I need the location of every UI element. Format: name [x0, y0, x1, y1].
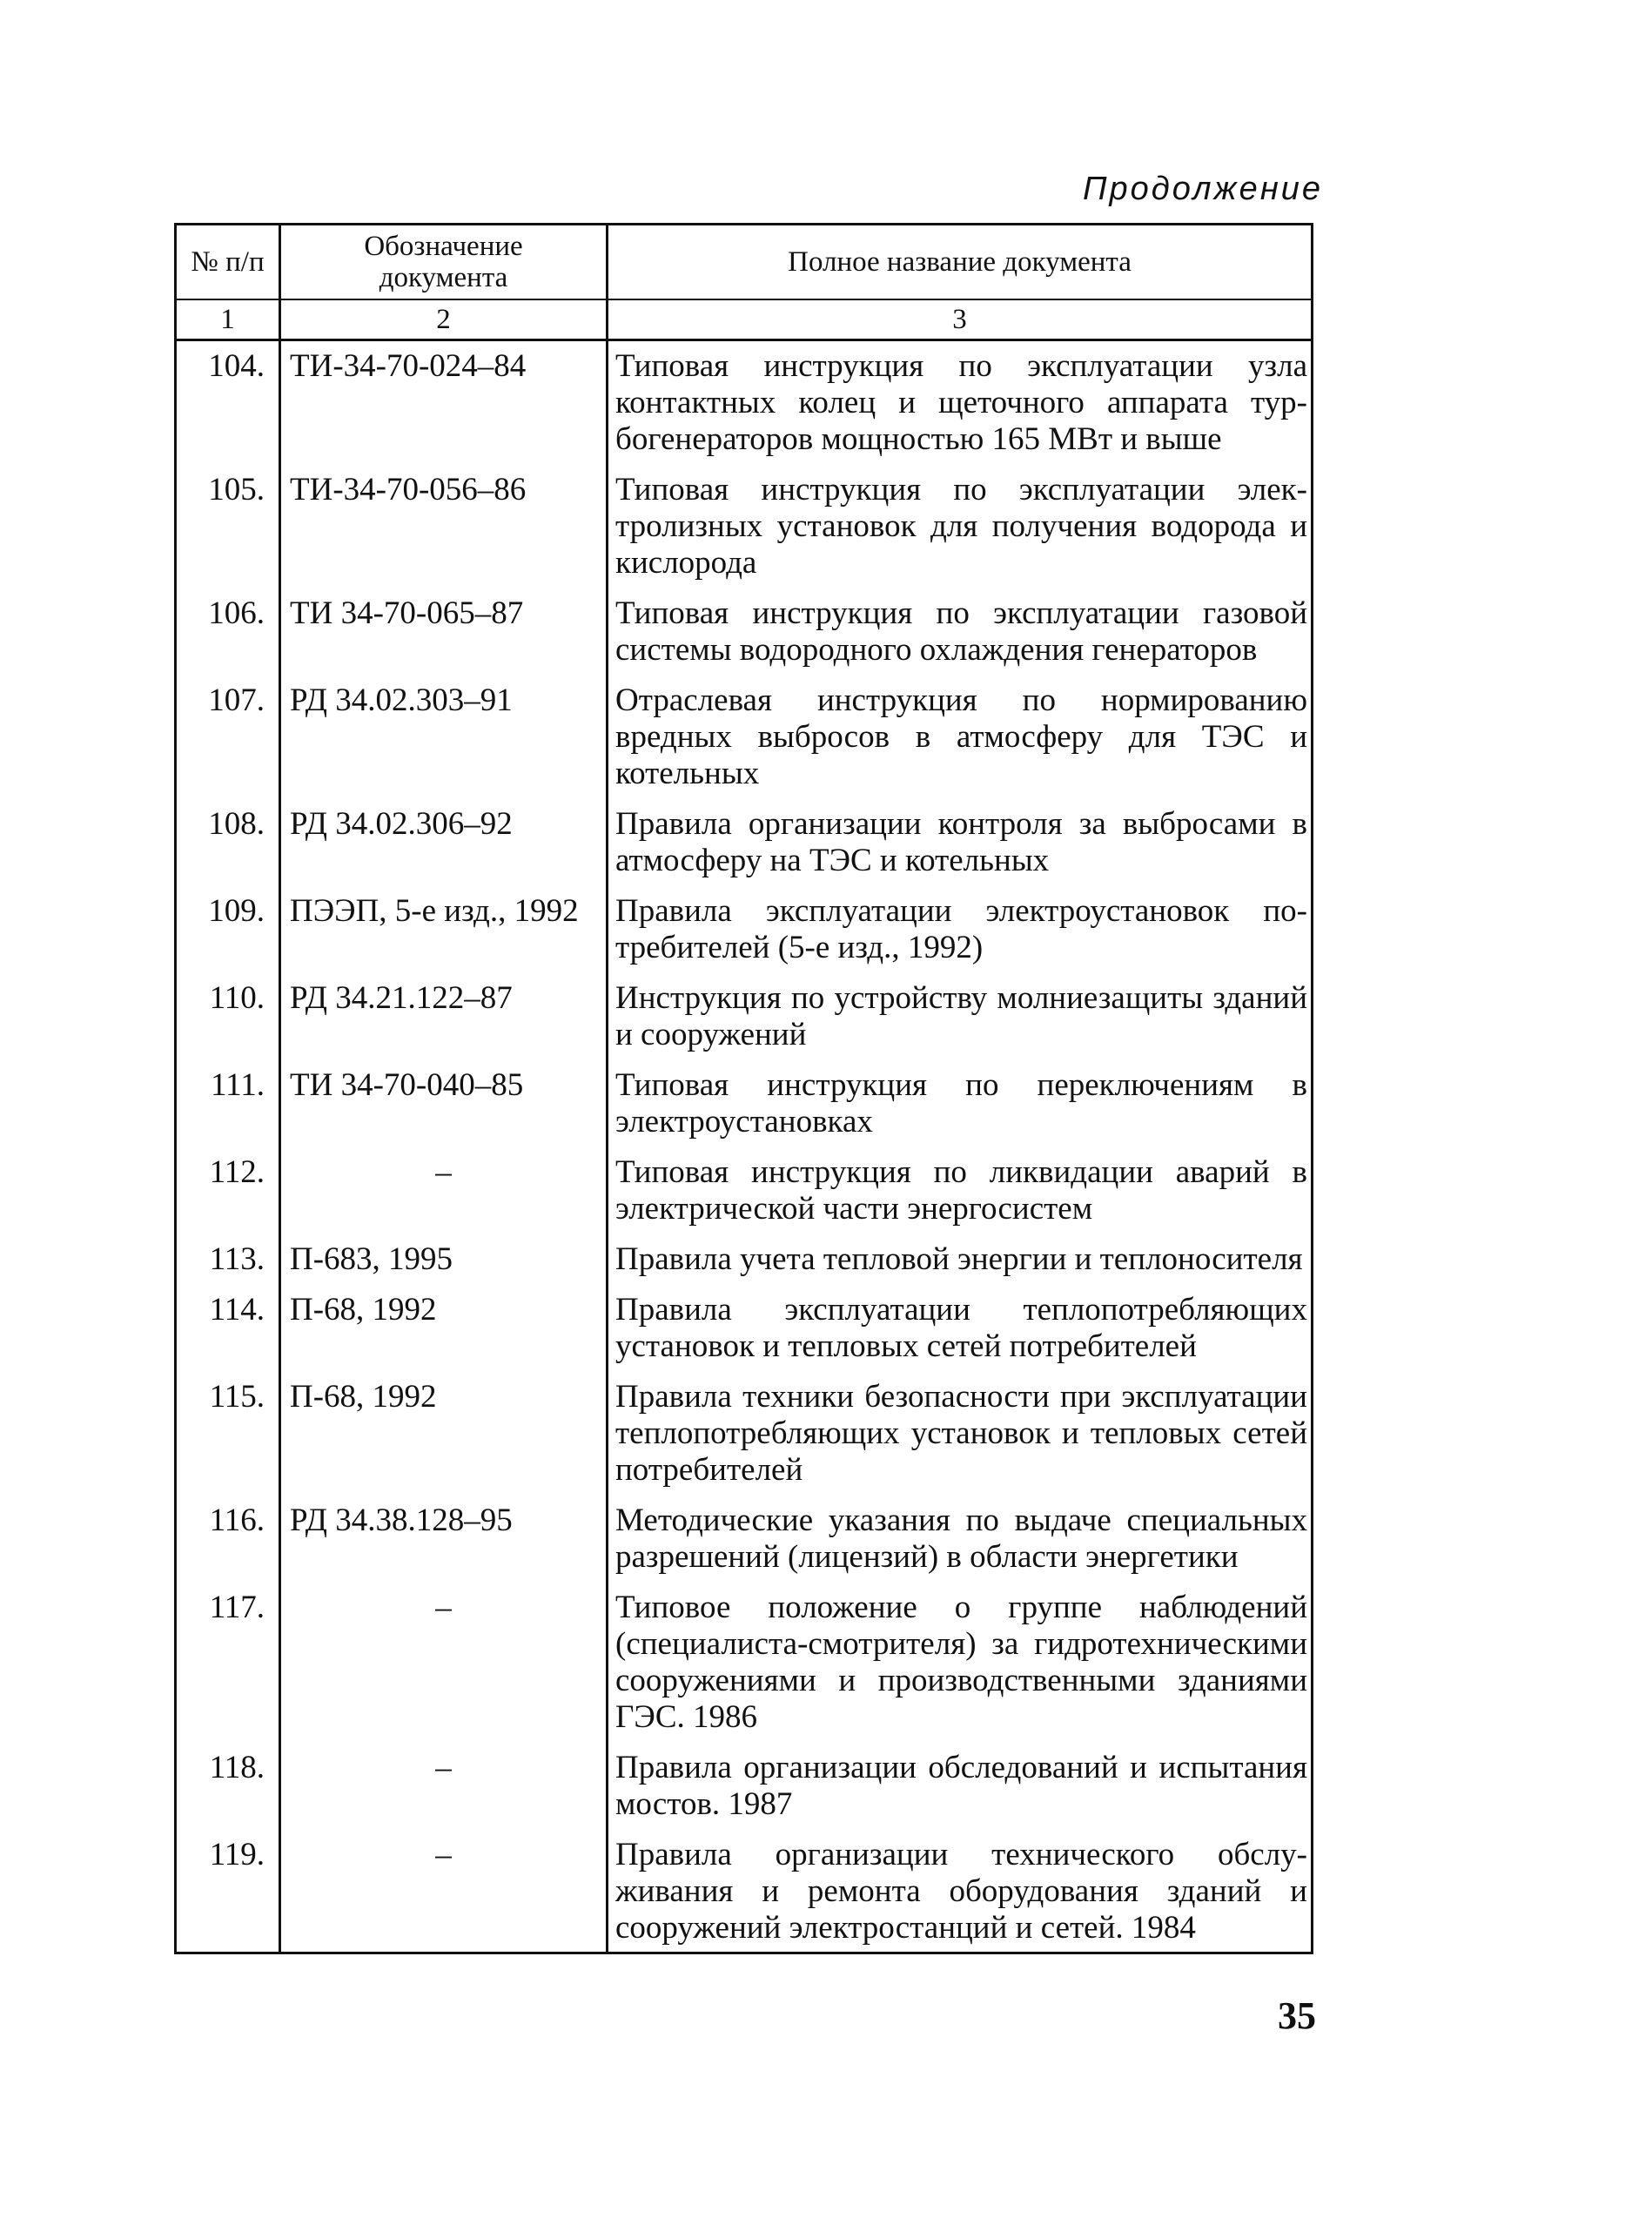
document-title: Правила техники безопасности при эксплуатации теплопотребляющих установок и тепловых сетей потребителей [608, 1372, 1313, 1496]
document-code: ПЭЭП, 5-е изд., 1992 [280, 886, 608, 973]
column-number: 1 [176, 299, 280, 340]
table-row [176, 1583, 1313, 1743]
table-row [176, 1496, 1313, 1583]
header-code: Обозначение документа [280, 225, 608, 300]
continuation-label: Продолжение [1083, 171, 1323, 207]
document-title: Правила эксплуатации теплопотребляющих установок и тепловых сетей потребителей [608, 1285, 1313, 1372]
row-number: 113. [176, 1234, 280, 1285]
document-code: ТИ 34-70-065–87 [280, 588, 608, 676]
row-number: 114. [176, 1285, 280, 1372]
row-number: 107. [176, 676, 280, 799]
document-title: Правила учета тепловой энергии и теплоносителя [608, 1234, 1313, 1285]
table-row [176, 465, 1313, 588]
table-row [176, 1060, 1313, 1147]
row-number: 111. [176, 1060, 280, 1147]
table-body [176, 340, 1313, 1953]
document-title: Типовое положение о группе наблюдений (специалиста-смотрителя) за гидротехническими сооружениями и производственными зданиями ГЭС. 1986 [608, 1583, 1313, 1743]
table-row [176, 340, 1313, 466]
row-number: 106. [176, 588, 280, 676]
row-number: 117. [176, 1583, 280, 1743]
row-number: 118. [176, 1743, 280, 1830]
document-title: Правила организации технического обслуживания и ремонта оборудования зданий и сооружений электростанций и сетей. 1984 [608, 1830, 1313, 1953]
document-title: Методические указания по выдаче специальных разрешений (лицензий) в области энергетики [608, 1496, 1313, 1583]
document-code: П-68, 1992 [280, 1285, 608, 1372]
document-code: ТИ-34-70-024–84 [280, 340, 608, 466]
column-number: 3 [608, 299, 1313, 340]
document-code: ТИ 34-70-040–85 [280, 1060, 608, 1147]
document-title: Правила организации обследований и испытания мостов. 1987 [608, 1743, 1313, 1830]
row-number: 105. [176, 465, 280, 588]
row-number: 116. [176, 1496, 280, 1583]
column-number-row [176, 299, 1313, 340]
document-title: Типовая инструкция по ликвидации аварий в электрической части энергосистем [608, 1147, 1313, 1234]
header-num: № п/п [176, 225, 280, 300]
table-row [176, 1234, 1313, 1285]
table-row [176, 1743, 1313, 1830]
row-number: 109. [176, 886, 280, 973]
document-title: Типовая инструкция по переключениям в электроустановках [608, 1060, 1313, 1147]
document-code: РД 34.02.303–91 [280, 676, 608, 799]
document-code: РД 34.21.122–87 [280, 973, 608, 1060]
document-title: Отраслевая инструкция по нормированию вредных выбросов в атмосферу для ТЭС и котельных [608, 676, 1313, 799]
table-row [176, 1285, 1313, 1372]
document-title: Типовая инструкция по эксплуатации газовой системы водородного охлаждения генераторов [608, 588, 1313, 676]
document-code: – [280, 1147, 608, 1234]
row-number: 104. [176, 340, 280, 466]
table-row [176, 886, 1313, 973]
row-number: 119. [176, 1830, 280, 1953]
document-title: Типовая инструкция по эксплуатации узла контактных колец и щеточного аппарата турбогенераторов мощностью 165 МВт и выше [608, 340, 1313, 466]
document-title: Правила организации контроля за выбросами в атмосферу на ТЭС и котельных [608, 799, 1313, 886]
column-number: 2 [280, 299, 608, 340]
documents-table [174, 223, 1313, 1954]
document-code: – [280, 1743, 608, 1830]
table-row [176, 588, 1313, 676]
document-code: – [280, 1830, 608, 1953]
document-title: Типовая инструкция по эксплуатации электролизных установок для получения водорода и кислорода [608, 465, 1313, 588]
document-code: РД 34.38.128–95 [280, 1496, 608, 1583]
table-row [176, 1830, 1313, 1953]
document-code: РД 34.02.306–92 [280, 799, 608, 886]
table-row [176, 973, 1313, 1060]
document-title: Инструкция по устройству молниезащиты зданий и сооружений [608, 973, 1313, 1060]
row-number: 108. [176, 799, 280, 886]
document-code: П-68, 1992 [280, 1372, 608, 1496]
document-title: Правила эксплуатации электроустановок потребителей (5-е изд., 1992) [608, 886, 1313, 973]
document-code: П-683, 1995 [280, 1234, 608, 1285]
table-header-row [176, 225, 1313, 300]
page-number: 35 [1278, 1994, 1316, 2037]
table-row [176, 799, 1313, 886]
row-number: 112. [176, 1147, 280, 1234]
table-row [176, 1372, 1313, 1496]
row-number: 115. [176, 1372, 280, 1496]
document-code: ТИ-34-70-056–86 [280, 465, 608, 588]
row-number: 110. [176, 973, 280, 1060]
document-code: – [280, 1583, 608, 1743]
table-row [176, 1147, 1313, 1234]
header-title: Полное название документа [608, 225, 1313, 300]
table-row [176, 676, 1313, 799]
